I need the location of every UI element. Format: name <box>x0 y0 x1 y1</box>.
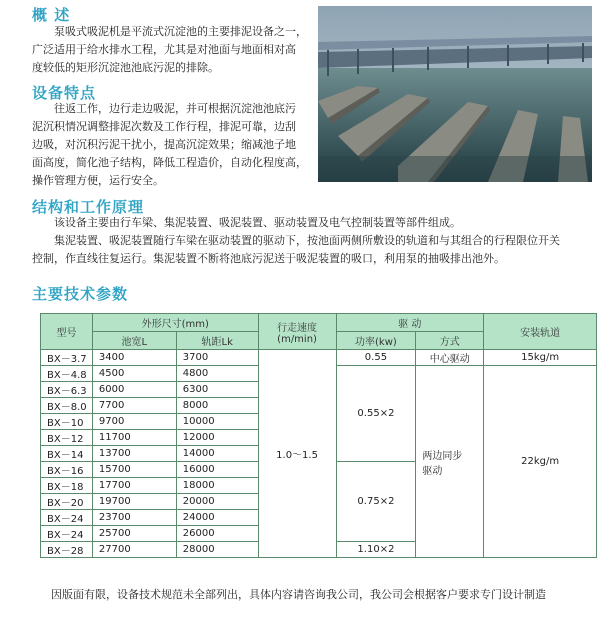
cell-model: BX－18 <box>41 478 93 494</box>
cell-width: 9700 <box>92 414 176 430</box>
header-mode: 方式 <box>416 332 484 350</box>
section-title-specs: 主要技术参数 <box>32 285 129 303</box>
cell-model: BX－20 <box>41 494 93 510</box>
header-rail: 轨距Lk <box>176 332 258 350</box>
section-title-structure: 结构和工作原理 <box>32 198 145 216</box>
cell-track: 22kg/m <box>484 366 597 558</box>
features-text <box>32 100 316 190</box>
structure-line: 该设备主要由行车梁、集泥装置、吸泥装置、驱动装置及电气控制装置等部件组成。 <box>54 216 461 229</box>
cell-width: 3400 <box>92 350 176 366</box>
cell-rail: 3700 <box>176 350 258 366</box>
cell-speed: 1.0～1.5 <box>258 350 336 558</box>
cell-width: 19700 <box>92 494 176 510</box>
cell-power: 0.75×2 <box>336 462 416 542</box>
features-line: 面高度，简化池子结构，降低工程造价，自动化程度高， <box>32 156 307 169</box>
cell-rail: 10000 <box>176 414 258 430</box>
cell-model: BX－10 <box>41 414 93 430</box>
cell-width: 4500 <box>92 366 176 382</box>
footer-note: 因版面有限，设备技术规范未全部列出，具体内容请咨询我公司，我公司会根据客户要求专门设计制造 <box>51 588 546 601</box>
cell-width: 15700 <box>92 462 176 478</box>
cell-track: 15kg/m <box>484 350 597 366</box>
cell-rail: 8000 <box>176 398 258 414</box>
cell-rail: 18000 <box>176 478 258 494</box>
cell-rail: 24000 <box>176 510 258 526</box>
features-line: 往返工作，边行走边吸泥，并可根据沉淀池池底污 <box>54 102 296 115</box>
overview-text <box>32 23 316 77</box>
features-line: 泥沉积情况调整排泥次数及工作行程，排泥可靠，边刮 <box>32 120 296 133</box>
features-line: 边吸，对沉积污泥干扰小，提高沉淀效果；缩减池子地 <box>32 138 296 151</box>
features-line: 操作管理方便，运行安全。 <box>32 174 164 187</box>
cell-model: BX－3.7 <box>41 350 93 366</box>
header-speed-unit: (m/min) <box>277 333 317 345</box>
header-speed <box>258 314 336 350</box>
cell-model: BX－28 <box>41 542 93 558</box>
cell-model: BX－8.0 <box>41 398 93 414</box>
structure-line: 集泥装置、吸泥装置随行车梁在驱动装置的驱动下，按池面两侧所敷设的轨道和与其组合的行程限位开关 <box>54 234 560 247</box>
cell-mode-line: 两边同步 <box>422 450 463 462</box>
cell-model: BX－24 <box>41 510 93 526</box>
cell-model: BX－14 <box>41 446 93 462</box>
cell-width: 11700 <box>92 430 176 446</box>
cell-model: BX－24 <box>41 526 93 542</box>
section-title-overview: 概 述 <box>32 6 71 24</box>
cell-width: 13700 <box>92 446 176 462</box>
section-title-features: 设备特点 <box>32 84 97 102</box>
cell-width: 27700 <box>92 542 176 558</box>
cell-width: 25700 <box>92 526 176 542</box>
cell-rail: 12000 <box>176 430 258 446</box>
cell-power: 1.10×2 <box>336 542 416 558</box>
cell-rail: 14000 <box>176 446 258 462</box>
cell-model: BX－6.3 <box>41 382 93 398</box>
cell-rail: 4800 <box>176 366 258 382</box>
cell-rail: 26000 <box>176 526 258 542</box>
header-drive: 驱 动 <box>336 314 484 332</box>
cell-rail: 16000 <box>176 462 258 478</box>
cell-model: BX－16 <box>41 462 93 478</box>
header-model: 型号 <box>41 314 93 350</box>
structure-line: 控制，作直线往复运行。集泥装置不断将池底污泥送于吸泥装置的吸口，利用泵的抽吸排出池外。 <box>32 252 505 265</box>
cell-width: 6000 <box>92 382 176 398</box>
cell-mode-line: 驱动 <box>422 465 443 477</box>
header-speed-label: 行走速度 <box>277 322 318 334</box>
header-dims: 外形尺寸(mm) <box>92 314 258 332</box>
cell-rail: 20000 <box>176 494 258 510</box>
cell-mode: 中心驱动 <box>416 350 484 366</box>
table-row <box>41 350 597 366</box>
cell-width: 23700 <box>92 510 176 526</box>
structure-text <box>32 214 597 268</box>
cell-power: 0.55×2 <box>336 366 416 462</box>
cell-rail: 28000 <box>176 542 258 558</box>
cell-model: BX－4.8 <box>41 366 93 382</box>
cell-rail: 6300 <box>176 382 258 398</box>
header-track: 安装轨道 <box>484 314 597 350</box>
sedimentation-tank-photo <box>318 6 592 182</box>
cell-width: 7700 <box>92 398 176 414</box>
overview-line: 广泛适用于给水排水工程，尤其是对池面与地面相对高 <box>32 43 296 56</box>
cell-model: BX－12 <box>41 430 93 446</box>
cell-power: 0.55 <box>336 350 416 366</box>
spec-table <box>40 313 597 558</box>
cell-width: 17700 <box>92 478 176 494</box>
overview-line: 泵吸式吸泥机是平流式沉淀池的主要排泥设备之一， <box>54 25 307 38</box>
overview-line: 度较低的矩形沉淀池池底污泥的排除。 <box>32 61 219 74</box>
header-power: 功率(kw) <box>336 332 416 350</box>
cell-mode <box>416 366 484 558</box>
header-width: 池宽L <box>92 332 176 350</box>
